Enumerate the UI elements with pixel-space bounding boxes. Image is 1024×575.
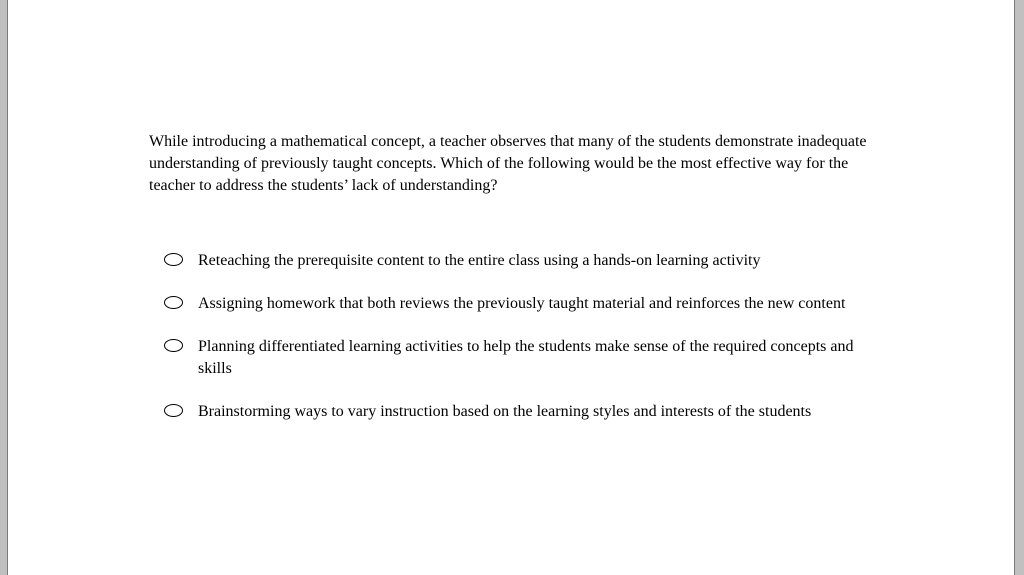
answer-option-2[interactable]: [164, 293, 884, 315]
radio-button-icon[interactable]: [164, 404, 183, 417]
answer-options: [164, 250, 884, 444]
answer-option-label: Assigning homework that both reviews the previously taught material and reinforces the new content: [198, 295, 846, 312]
question-text: While introducing a mathematical concept, a teacher observes that many of the students demonstrate inadequate understanding of previously taught concepts. Which of the following would be the most effective way for the teacher to address the students’ lack of understanding?: [149, 133, 867, 194]
right-window-border: [1014, 0, 1024, 575]
answer-option-label: Brainstorming ways to vary instruction based on the learning styles and interests of the students: [198, 403, 812, 420]
radio-button-icon[interactable]: [164, 296, 183, 309]
radio-button-icon[interactable]: [164, 253, 183, 266]
answer-option-3[interactable]: [164, 336, 884, 380]
answer-option-4[interactable]: [164, 401, 884, 423]
answer-option-label: Planning differentiated learning activities to help the students make sense of the required concepts and skills: [198, 338, 854, 377]
answer-option-1[interactable]: [164, 250, 884, 272]
answer-option-label: Reteaching the prerequisite content to the entire class using a hands-on learning activity: [198, 252, 761, 269]
radio-button-icon[interactable]: [164, 339, 183, 352]
left-window-border: [0, 0, 8, 575]
